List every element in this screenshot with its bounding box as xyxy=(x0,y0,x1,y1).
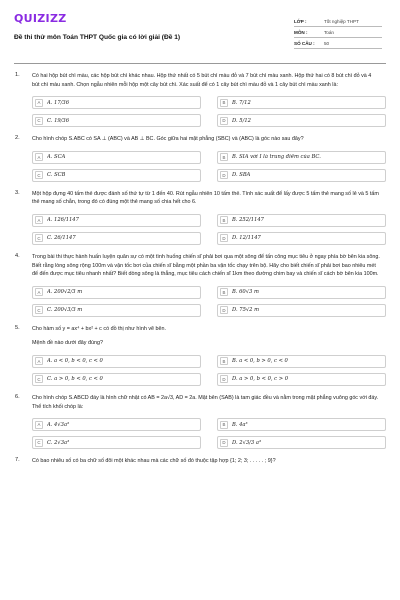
option-letter-box: A xyxy=(35,153,43,161)
option-letter-box: A xyxy=(35,216,43,224)
answer-options xyxy=(32,286,386,317)
option-text: A. 200√2/3 m xyxy=(47,289,83,296)
option-text: B. 252/1147 xyxy=(232,217,264,224)
question-item xyxy=(14,72,386,127)
option-letter-box: B xyxy=(220,288,228,296)
option-text: D. 2√3/3 a³ xyxy=(232,439,262,446)
answer-options xyxy=(32,214,386,245)
option-text: D. a > 0, b < 0, c > 0 xyxy=(232,376,289,383)
meta-label: LỚP : xyxy=(294,18,307,24)
question-number: 5. xyxy=(15,324,20,331)
option-letter-box: B xyxy=(220,153,228,161)
answer-options xyxy=(32,355,386,386)
question-number: 7. xyxy=(15,457,20,464)
question-list xyxy=(14,72,386,466)
option-letter-box: C xyxy=(35,306,43,314)
meta-row-count xyxy=(294,38,382,49)
question-text: Cho hàm số y = ax⁴ + bx² + c có đồ thị như hình vẽ bên. xyxy=(32,325,167,332)
answer-options xyxy=(32,418,386,449)
answer-option-a[interactable] xyxy=(32,418,201,431)
answer-option-c[interactable] xyxy=(32,436,201,449)
question-body xyxy=(32,135,386,182)
option-letter-box: D xyxy=(220,306,228,314)
option-text: A. a < 0, b < 0, c < 0 xyxy=(47,358,103,365)
option-letter-box: A xyxy=(35,288,43,296)
option-letter-box: D xyxy=(220,375,228,383)
answer-option-d[interactable] xyxy=(217,232,386,245)
option-text: B. 60√3 m xyxy=(232,289,259,296)
answer-option-c[interactable] xyxy=(32,304,201,317)
answer-option-a[interactable] xyxy=(32,355,201,368)
option-letter-box: D xyxy=(220,439,228,447)
answer-option-d[interactable] xyxy=(217,169,386,182)
answer-option-a[interactable] xyxy=(32,96,201,109)
question-number: 6. xyxy=(15,393,20,400)
question-body xyxy=(32,190,386,245)
option-letter-box: B xyxy=(220,357,228,365)
option-text: A. 17/36 xyxy=(47,99,69,106)
question-number: 2. xyxy=(15,135,20,142)
option-letter-box: A xyxy=(35,99,43,107)
option-text: B. 7/12 xyxy=(232,99,251,106)
question-item xyxy=(14,190,386,245)
option-text: B. SIA với I là trung điểm của BC. xyxy=(232,154,321,161)
option-letter-box: A xyxy=(35,357,43,365)
option-letter-box: C xyxy=(35,375,43,383)
question-number: 1. xyxy=(15,72,20,78)
question-item xyxy=(14,457,386,466)
option-text: C. 2√3a³ xyxy=(47,439,70,446)
question-body xyxy=(32,253,386,317)
question-item xyxy=(14,135,386,182)
meta-table xyxy=(294,16,382,49)
answer-option-b[interactable] xyxy=(217,355,386,368)
answer-option-c[interactable] xyxy=(32,232,201,245)
answer-option-d[interactable] xyxy=(217,304,386,317)
option-text: D. 12/1147 xyxy=(232,235,261,242)
meta-value: Toán xyxy=(324,29,334,35)
question-number: 4. xyxy=(15,252,20,259)
answer-option-c[interactable] xyxy=(32,169,201,182)
option-text: A. 126/1147 xyxy=(47,217,79,224)
question-item xyxy=(14,253,386,317)
question-text: Một hộp đựng 40 tấm thẻ được đánh số thứ tự từ 1 đến 40. Rút ngẫu nhiên 10 tấm thẻ. Tính xác suất để lấy được 5 tấm thẻ mang số lẻ và 5 tấm thẻ mang số chẵn, trong đó có đúng một thẻ mang số chia hết cho 6. xyxy=(32,190,379,206)
header-divider xyxy=(14,63,386,64)
document-title: Đề thi thử môn Toán THPT Quốc gia có lời giải (Đề 1) xyxy=(14,34,181,41)
question-text: Cho hình chóp S.ABCD đáy là hình chữ nhật có AB = 2a√3, AD = 2a. Mặt bên (SAB) là tam giác đều và nằm trong mặt phẳng vuông góc với đáy. Thể tích khối chóp là: xyxy=(32,394,379,410)
option-letter-box: A xyxy=(35,421,43,429)
question-text: Có bao nhiêu số có ba chữ số đôi một khác nhau mà các chữ số đó thuộc tập hợp {1; 2; 3; . . . . . ; 9}? xyxy=(32,458,276,465)
option-text: C. a > 0, b < 0, c < 0 xyxy=(47,376,103,383)
answer-options xyxy=(32,96,386,127)
option-text: C. 200√3/3 m xyxy=(47,307,83,314)
question-item xyxy=(14,394,386,449)
option-text: D. 75√2 m xyxy=(232,307,260,314)
question-body xyxy=(32,325,386,386)
answer-options xyxy=(32,151,386,182)
answer-option-b[interactable] xyxy=(217,96,386,109)
page-header xyxy=(14,12,386,49)
option-letter-box: B xyxy=(220,421,228,429)
quizizz-logo: QUIZIZZ xyxy=(14,12,67,25)
question-item xyxy=(14,325,386,386)
meta-label: MÔN : xyxy=(294,29,308,35)
question-body xyxy=(32,72,386,127)
option-letter-box: C xyxy=(35,439,43,447)
option-letter-box: C xyxy=(35,171,43,179)
option-text: C. 26/1147 xyxy=(47,235,76,242)
option-text: D. SBA xyxy=(232,172,251,179)
question-text: Trong bài thi thực hành huấn luyện quân sự có một tình huống chiến sĩ phải bơi qua một sông để tấn công mục tiêu ở ngay phía bờ bên kia sông. Biết rằng lòng sông rộng 100m và vận tốc bơi của chiến sĩ bằng một phần ba vận tốc chạy trên bộ. Hãy cho biết chiến sĩ phải bơi bao nhiêu mét để đến được mục tiêu nhanh nhất? Biết dòng sông là thẳng, mục tiêu cách chiến sĩ 1km theo đường chim bay và chiến sĩ cách bờ bên kia 100m. xyxy=(32,253,380,278)
option-letter-box: D xyxy=(220,171,228,179)
answer-option-d[interactable] xyxy=(217,436,386,449)
option-text: C. 19/36 xyxy=(47,117,70,124)
meta-value: Tốt nghiệp THPT xyxy=(324,18,359,24)
meta-row-subject xyxy=(294,27,382,38)
option-letter-box: D xyxy=(220,117,228,125)
option-letter-box: C xyxy=(35,117,43,125)
answer-option-c[interactable] xyxy=(32,114,201,127)
question-text: Có hai hộp bút chì màu, các hộp bút chì khác nhau. Hộp thứ nhất có 5 bút chì màu đỏ và 7 bút chì màu xanh. Hộp thứ hai có 8 bút chì đỏ và 4 bút chì màu xanh. Chọn ngẫu nhiên mỗi hộp một cây bút chì. Xác suất để có 1 cây bút chì màu đỏ và 1 cây bút chì màu xanh là: xyxy=(32,73,372,88)
option-text: A. 4√3a³ xyxy=(47,421,70,428)
meta-value: 50 xyxy=(324,40,330,46)
question-subtext: Mệnh đề nào dưới đây đúng? xyxy=(32,340,103,347)
answer-option-d[interactable] xyxy=(217,114,386,127)
option-letter-box: C xyxy=(35,234,43,242)
question-body xyxy=(32,394,386,449)
answer-option-a[interactable] xyxy=(32,151,201,164)
answer-option-b[interactable] xyxy=(217,214,386,227)
answer-option-a[interactable] xyxy=(32,286,201,299)
answer-option-b[interactable] xyxy=(217,286,386,299)
option-letter-box: B xyxy=(220,99,228,107)
option-text: A. SCA xyxy=(47,154,66,161)
option-text: B. a < 0, b > 0, c < 0 xyxy=(232,358,288,365)
question-text: Cho hình chóp S.ABC có SA ⊥ (ABC) và AB ⊥ BC. Góc giữa hai mặt phẳng (SBC) và (ABC) là góc nào sau đây? xyxy=(32,136,304,143)
header-left xyxy=(14,12,180,41)
answer-option-c[interactable] xyxy=(32,373,201,386)
answer-option-b[interactable] xyxy=(217,151,386,164)
option-text: B. 4a³ xyxy=(232,421,248,428)
answer-option-a[interactable] xyxy=(32,214,201,227)
question-number: 3. xyxy=(15,189,20,196)
answer-option-b[interactable] xyxy=(217,418,386,431)
answer-option-d[interactable] xyxy=(217,373,386,386)
option-text: C. SCB xyxy=(47,172,66,179)
option-letter-box: B xyxy=(220,216,228,224)
meta-label: SỐ CÂU : xyxy=(294,40,315,46)
option-letter-box: D xyxy=(220,234,228,242)
option-text: D. 5/12 xyxy=(232,117,251,124)
meta-row-class xyxy=(294,16,382,27)
question-body xyxy=(32,457,386,466)
